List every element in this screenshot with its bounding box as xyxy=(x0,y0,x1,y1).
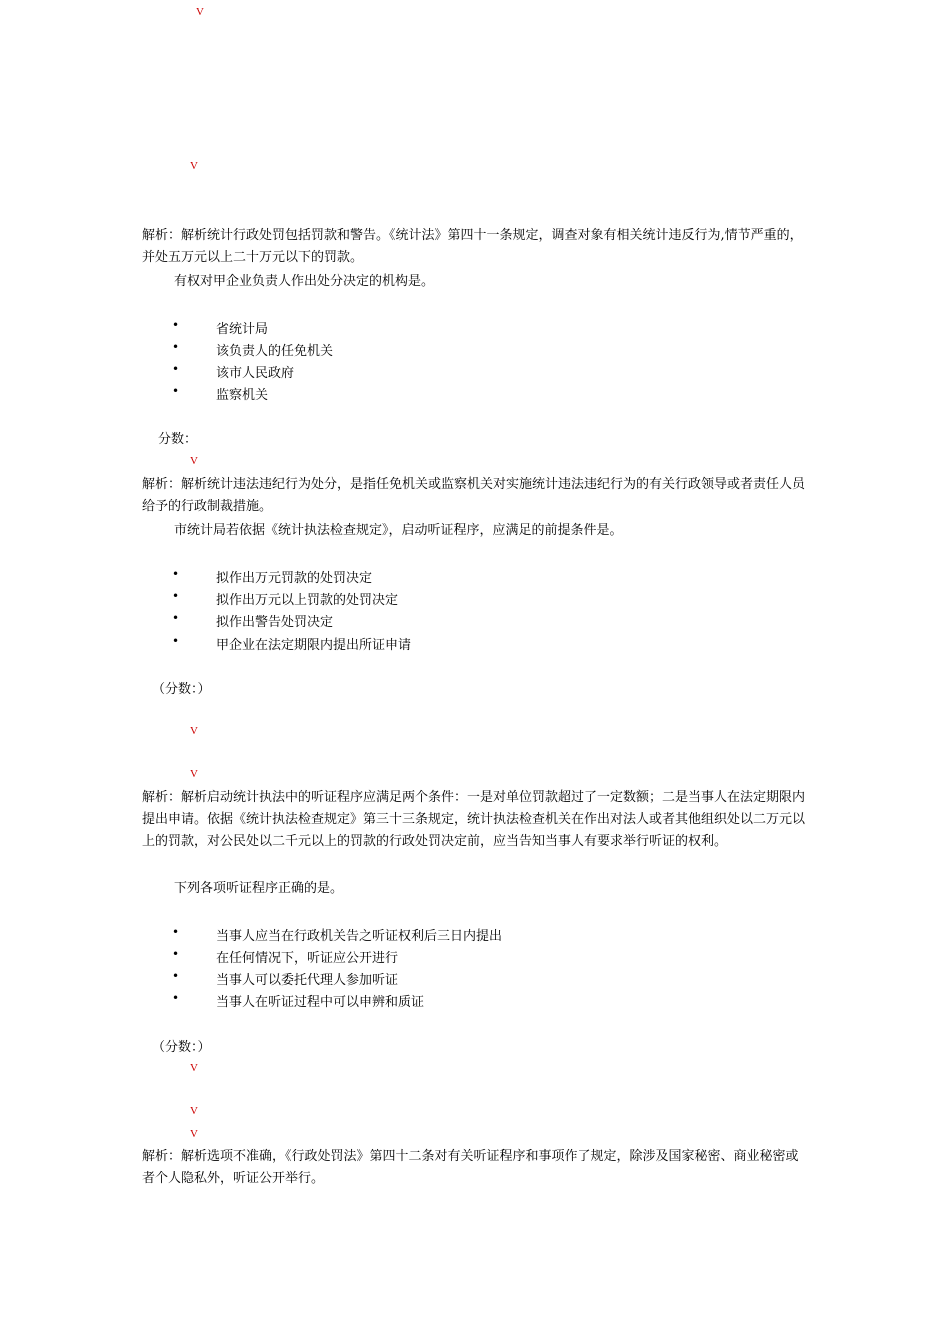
bullet: • xyxy=(172,589,180,603)
bullet: • xyxy=(172,925,180,939)
check-mark: V xyxy=(190,1062,198,1074)
option-item[interactable]: 当事人可以委托代理人参加听证 xyxy=(216,973,399,988)
option-item[interactable]: 当事人应当在行政机关告之听证权利后三日内提出 xyxy=(216,929,503,944)
check-mark: V xyxy=(190,768,198,780)
bullet: • xyxy=(172,991,180,1005)
check-mark: V xyxy=(196,6,204,18)
question-text: 有权对甲企业负责人作出处分决定的机构是。 xyxy=(174,274,435,289)
score-label: 分数： xyxy=(158,432,198,447)
score-label: （分数：） xyxy=(152,1040,211,1055)
option-item[interactable]: 拟作出警告处罚决定 xyxy=(216,615,334,630)
option-item[interactable]: 拟作出万元以上罚款的处罚决定 xyxy=(216,593,399,608)
check-mark: V xyxy=(190,1105,198,1117)
question-text: 市统计局若依据《统计执法检查规定》，启动听证程序，应满足的前提条件是。 xyxy=(174,523,623,538)
bullet: • xyxy=(172,634,180,648)
check-mark: V xyxy=(190,725,198,737)
option-item[interactable]: 拟作出万元罚款的处罚决定 xyxy=(216,571,373,586)
check-mark: V xyxy=(190,1128,198,1140)
check-mark: V xyxy=(190,160,198,172)
option-item[interactable]: 甲企业在法定期限内提出所证申请 xyxy=(216,638,412,653)
analysis-text: 解析：解析统计行政处罚包括罚款和警告。《统计法》第四十一条规定，调查对象有相关统计违反行为,情节严重的，并处五万元以上二十万元以下的罚款。 xyxy=(142,228,803,265)
option-item[interactable]: 在任何情况下，听证应公开进行 xyxy=(216,951,399,966)
option-item[interactable]: 该负责人的任免机关 xyxy=(216,344,334,359)
option-item[interactable]: 该市人民政府 xyxy=(216,366,295,381)
bullet: • xyxy=(172,567,180,581)
analysis-text: 解析：解析启动统计执法中的听证程序应满足两个条件：一是对单位罚款超过了一定数额；二是当事人在法定期限内提出申请。依据《统计执法检查规定》第三十三条规定，统计执法检查机关在作出对法人或者其他组织处以二万元以上的罚款，对公民处以二千元以上的罚款的行政处罚决定前，应当告知当事人有要求举行听证的权利。 xyxy=(142,790,806,849)
analysis-text: 解析：解析选项不准确，《行政处罚法》第四十二条对有关听证程序和事项作了规定，除涉及国家秘密、商业秘密或者个人隐私外，听证公开举行。 xyxy=(142,1149,799,1186)
option-item[interactable]: 省统计局 xyxy=(216,322,269,337)
score-label: （分数：） xyxy=(152,682,211,697)
bullet: • xyxy=(172,362,180,376)
option-item[interactable]: 当事人在听证过程中可以申辨和质证 xyxy=(216,995,425,1010)
analysis-text: 解析：解析统计违法违纪行为处分，是指任免机关或监察机关对实施统计违法违纪行为的有关行政领导或者责任人员给予的行政制裁措施。 xyxy=(142,477,806,514)
bullet: • xyxy=(172,611,180,625)
bullet: • xyxy=(172,947,180,961)
bullet: • xyxy=(172,340,180,354)
question-text: 下列各项听证程序正确的是。 xyxy=(174,881,344,896)
bullet: • xyxy=(172,384,180,398)
check-mark: V xyxy=(190,455,198,467)
bullet: • xyxy=(172,318,180,332)
option-item[interactable]: 监察机关 xyxy=(216,388,269,403)
bullet: • xyxy=(172,969,180,983)
